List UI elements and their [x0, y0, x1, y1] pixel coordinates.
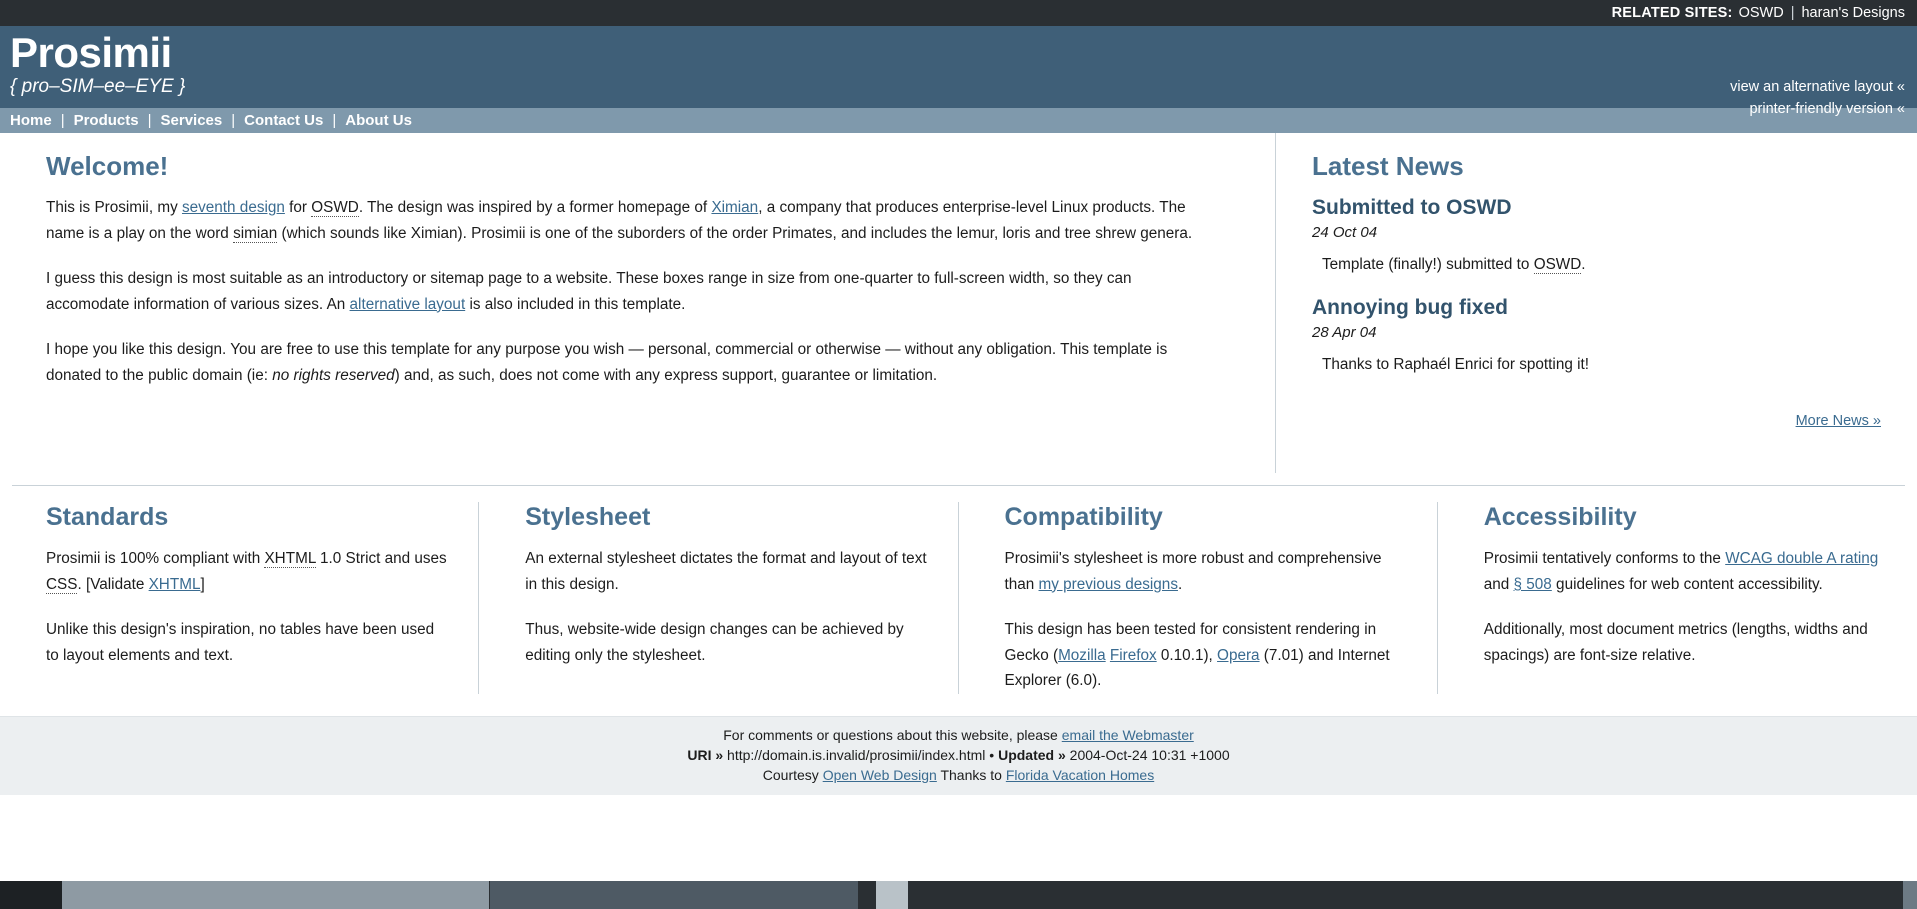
- more-news-container: [1312, 413, 1881, 429]
- no-rights-reserved-emphasis: no rights reserved: [272, 366, 395, 384]
- alternative-layout-inline-link[interactable]: alternative layout: [349, 295, 466, 313]
- uri-label: URI »: [687, 746, 724, 763]
- welcome-paragraph-1: [46, 195, 1215, 246]
- text-fragment: Prosimii tentatively conforms to the: [1483, 550, 1726, 567]
- nav-item-home[interactable]: Home: [10, 112, 52, 129]
- text-fragment: 0.10.1),: [1156, 646, 1218, 664]
- email-webmaster-link[interactable]: email the Webmaster: [1061, 726, 1194, 743]
- text-fragment: ]: [200, 575, 205, 593]
- nav-item-products[interactable]: Products: [73, 112, 139, 129]
- nav-divider: |: [60, 112, 65, 129]
- latest-news-heading: Latest News: [1312, 151, 1464, 181]
- ximian-link[interactable]: Ximian: [711, 199, 759, 216]
- accessibility-paragraph-2: Additionally, most document metrics (lengths, widths and spacings) are font-size relative.: [1483, 621, 1868, 664]
- feature-columns: [0, 486, 1917, 704]
- text-fragment: Prosimii's stylesheet is more robust and comprehensive than: [1004, 550, 1382, 593]
- column-heading-standards: Standards: [46, 503, 169, 531]
- news-item-title: Submitted to OSWD: [1312, 196, 1512, 219]
- css-abbr: CSS: [46, 575, 78, 593]
- news-item-date: 28 Apr 04: [1312, 324, 1377, 341]
- text-fragment: for: [284, 199, 312, 216]
- footer-contact-line: [0, 725, 1917, 745]
- florida-vacation-homes-link[interactable]: Florida Vacation Homes: [1005, 766, 1155, 783]
- updated-value: 2004-Oct-24 10:31 +1000: [1069, 746, 1230, 763]
- chrome-segment: [62, 881, 489, 909]
- column-accessibility: [1438, 502, 1917, 694]
- nav-item-contact-us[interactable]: Contact Us: [244, 112, 324, 129]
- open-web-design-link[interactable]: Open Web Design: [822, 766, 937, 783]
- news-item-date: 24 Oct 04: [1312, 224, 1378, 241]
- related-sites-bar: [0, 0, 1917, 26]
- text-fragment: ) and, as such, does not come with any express support, guarantee or limitation.: [394, 366, 938, 384]
- more-news-link[interactable]: More News »: [1795, 413, 1881, 429]
- stylesheet-paragraph-1: An external stylesheet dictates the format and layout of text in this design.: [525, 550, 927, 593]
- text-fragment: (7.01) and Internet Explorer (6.0).: [1004, 646, 1390, 689]
- nav-item-about-us[interactable]: About Us: [345, 112, 412, 129]
- text-fragment: (which sounds like Ximian). Prosimii is one of the suborders of the order Primates, and includes the lemur, loris and tree shrew genera.: [277, 224, 1193, 242]
- nav-item-services[interactable]: Services: [160, 112, 223, 129]
- chrome-segment: [490, 881, 858, 909]
- alternative-layout-link[interactable]: view an alternative layout «: [1730, 79, 1905, 95]
- xhtml-abbr: XHTML: [264, 550, 316, 567]
- nav-divider: |: [332, 112, 337, 129]
- bottom-chrome-strip: [0, 881, 1917, 909]
- mozilla-link[interactable]: Mozilla: [1058, 646, 1106, 664]
- firefox-link[interactable]: Firefox: [1109, 646, 1157, 664]
- stylesheet-paragraph-2: Thus, website-wide design changes can be achieved by editing only the stylesheet.: [525, 621, 904, 664]
- text-fragment: Template (finally!) submitted to: [1322, 256, 1534, 273]
- welcome-paragraph-2: [46, 266, 1215, 317]
- chrome-segment: [876, 881, 908, 909]
- printer-friendly-link[interactable]: printer-friendly version «: [1749, 101, 1905, 117]
- related-sites-separator: |: [1790, 5, 1795, 21]
- text-fragment: and: [1483, 575, 1514, 593]
- latest-news-section: [1275, 133, 1917, 473]
- welcome-section: [0, 133, 1275, 473]
- previous-designs-link[interactable]: my previous designs: [1038, 575, 1178, 593]
- nav-divider: |: [231, 112, 236, 129]
- site-title: Prosimii: [10, 29, 172, 76]
- text-fragment: , a company that produces enterprise-level Linux products. The name is a play on the word: [46, 199, 1186, 242]
- standards-paragraph-1: [46, 546, 450, 597]
- upper-content: [0, 133, 1917, 473]
- footer-courtesy-line: [0, 765, 1917, 785]
- welcome-heading: Welcome!: [46, 151, 169, 181]
- wcag-rating-link[interactable]: WCAG double A rating: [1725, 550, 1879, 567]
- related-sites-label: RELATED SITES:: [1611, 5, 1733, 21]
- seventh-design-link[interactable]: seventh design: [181, 199, 285, 216]
- chrome-segment: [858, 881, 876, 909]
- news-item-body: [1322, 253, 1881, 277]
- text-fragment: . The design was inspired by a former homepage of: [358, 199, 712, 216]
- text-fragment: Prosimii is 100% compliant with: [46, 550, 265, 567]
- oswd-abbr: OSWD: [1533, 256, 1582, 273]
- related-site-link-harans-designs[interactable]: haran's Designs: [1801, 5, 1905, 21]
- text-fragment: . [Validate: [77, 575, 149, 593]
- text-fragment: This is Prosimii, my: [46, 199, 182, 216]
- news-item-title: Annoying bug fixed: [1312, 296, 1508, 319]
- related-site-link-oswd[interactable]: OSWD: [1738, 5, 1784, 21]
- compatibility-paragraph-1: [1005, 546, 1409, 597]
- column-heading-accessibility: Accessibility: [1483, 503, 1637, 531]
- footer-uri-line: [0, 745, 1917, 765]
- masthead-alt-links: [1730, 76, 1905, 120]
- courtesy-label: Courtesy: [762, 766, 819, 783]
- section-508-link[interactable]: § 508: [1513, 575, 1552, 593]
- text-fragment: .: [1581, 256, 1586, 273]
- footer-bullet: •: [989, 746, 995, 763]
- text-fragment: is also included in this template.: [465, 295, 686, 313]
- oswd-abbr: OSWD: [311, 199, 359, 216]
- main-navigation: [0, 108, 1917, 133]
- nav-divider: |: [147, 112, 152, 129]
- page-footer: [0, 716, 1917, 795]
- news-item-body: Thanks to Raphaél Enrici for spotting it!: [1322, 356, 1589, 373]
- text-fragment: guidelines for web content accessibility.: [1551, 575, 1823, 593]
- chrome-segment: [0, 881, 62, 909]
- accessibility-paragraph-1: [1484, 546, 1889, 597]
- brand: [10, 28, 185, 98]
- standards-paragraph-2: Unlike this design's inspiration, no tables have been used to layout elements and text.: [46, 621, 435, 664]
- column-standards: [0, 502, 479, 694]
- thanks-label: Thanks to: [940, 766, 1002, 783]
- text-fragment: For comments or questions about this website, please: [723, 726, 1062, 743]
- uri-value: http://domain.is.invalid/prosimii/index.html: [727, 746, 986, 763]
- column-stylesheet: [479, 502, 958, 694]
- chrome-segment: [908, 881, 1903, 909]
- site-pronunciation: { pro–SIM–ee–EYE }: [10, 76, 186, 97]
- simian-abbr: simian: [233, 224, 278, 242]
- column-heading-compatibility: Compatibility: [1004, 503, 1163, 531]
- column-heading-stylesheet: Stylesheet: [525, 503, 651, 531]
- text-fragment: .: [1177, 575, 1183, 593]
- compatibility-paragraph-2: [1005, 617, 1409, 694]
- opera-link[interactable]: Opera: [1217, 646, 1260, 664]
- masthead: [0, 26, 1917, 117]
- welcome-paragraph-3: [46, 337, 1215, 388]
- text-fragment: 1.0 Strict and uses: [315, 550, 447, 567]
- validate-xhtml-link[interactable]: XHTML: [148, 575, 201, 593]
- updated-label: Updated »: [998, 746, 1066, 763]
- text-fragment: I hope you like this design. You are free to use this template for any purpose you wish — personal, commercial or otherwise — without any obligation. This template is donated to the public domain (ie:: [46, 341, 1168, 384]
- column-compatibility: [959, 502, 1438, 694]
- text-fragment: I guess this design is most suitable as an introductory or sitemap page to a website. These boxes range in size from one-quarter to full-screen width, so they can accomodate information of various sizes. An: [46, 270, 1132, 313]
- chrome-segment: [1903, 881, 1917, 909]
- text-fragment: This design has been tested for consistent rendering in Gecko (: [1004, 621, 1377, 664]
